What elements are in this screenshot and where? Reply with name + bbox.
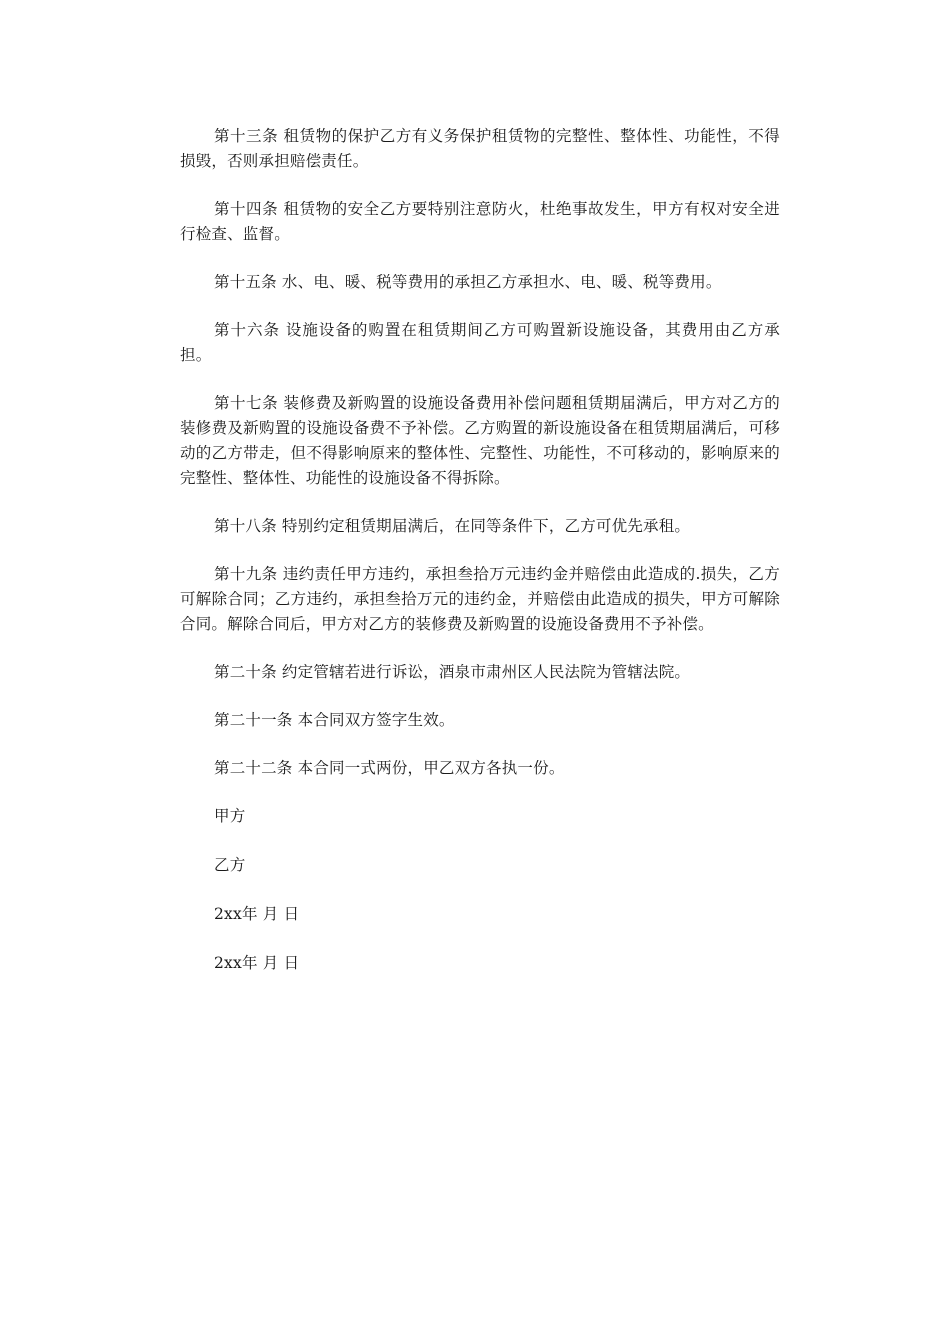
party-a-label: 甲方 (214, 807, 246, 825)
article-15: 第十五条 水、电、暖、税等费用的承担乙方承担水、电、暖、税等费用。 (214, 273, 722, 291)
article-16: 第十六条 设施设备的购置在租赁期间乙方可购置新设施设备，其费用由乙方承担。 (180, 321, 780, 364)
article-14: 第十四条 租赁物的安全乙方要特别注意防火，杜绝事故发生，甲方有权对安全进行检查、监督。 (180, 200, 780, 243)
article-17: 第十七条 装修费及新购置的设施设备费用补偿问题租赁期届满后，甲方对乙方的装修费及新购置的设施设备费不予补偿。乙方购置的新设施设备在租赁期届满后，可移动的乙方带走，但不得影响原来的整体性、完整性、功能性，不可移动的，影响原来的完整性、整体性、功能性的设施设备不得拆除。 (180, 394, 780, 487)
date-line-b: 2xx年 月 日 (214, 954, 300, 972)
party-b-label: 乙方 (214, 856, 246, 874)
document-body (180, 124, 780, 1000)
article-20: 第二十条 约定管辖若进行诉讼，酒泉市肃州区人民法院为管辖法院。 (214, 663, 691, 681)
date-line-a: 2xx年 月 日 (214, 905, 300, 923)
article-22: 第二十二条 本合同一式两份，甲乙双方各执一份。 (214, 759, 565, 777)
article-13: 第十三条 租赁物的保护乙方有义务保护租赁物的完整性、整体性、功能性，不得损毁，否则承担赔偿责任。 (180, 127, 780, 170)
article-21: 第二十一条 本合同双方签字生效。 (214, 711, 455, 729)
article-18: 第十八条 特别约定租赁期届满后，在同等条件下，乙方可优先承租。 (214, 517, 691, 535)
article-19: 第十九条 违约责任甲方违约，承担叁拾万元违约金并赔偿由此造成的.损失，乙方可解除合同；乙方违约，承担叁拾万元的违约金，并赔偿由此造成的损失，甲方可解除合同。解除合同后，甲方对乙方的装修费及新购置的设施设备费用不予补偿。 (180, 565, 780, 633)
